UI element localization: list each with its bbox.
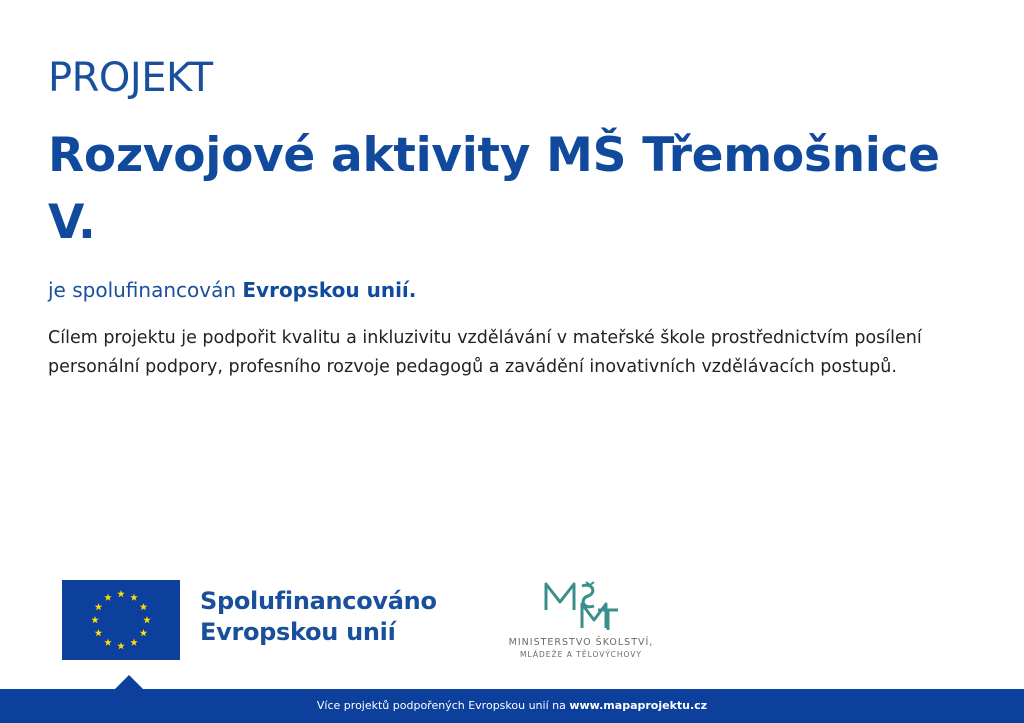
logo-bar <box>62 580 702 662</box>
project-title: Rozvojové aktivity MŠ Třemošnice V. <box>48 128 940 250</box>
funding-statement <box>48 276 998 304</box>
msmt-logo-icon <box>542 580 622 636</box>
eu-star <box>95 603 103 610</box>
eu-flag-icon <box>62 580 180 660</box>
eu-star <box>130 639 138 646</box>
project-label: PROJEKT <box>48 55 213 101</box>
msmt-name-line2: MLÁDEŽE A TĚLOVÝCHOVY <box>520 650 642 659</box>
eu-label-line2: Evropskou unií <box>200 618 396 646</box>
main-content <box>48 52 998 382</box>
eu-star <box>91 616 99 623</box>
footer-link[interactable]: www.mapaprojektu.cz <box>569 699 708 712</box>
msmt-mark-text: MŠMT <box>542 580 545 581</box>
footer-text: Více projektů podpořených Evropskou unií na <box>316 699 570 712</box>
eu-star <box>117 590 125 597</box>
eu-star <box>117 642 125 649</box>
eu-star <box>104 593 112 600</box>
eu-star <box>130 593 138 600</box>
funding-prefix: je spolufinancován <box>48 278 243 302</box>
eu-cofinanced-label <box>200 586 437 648</box>
msmt-name-line1: MINISTERSTVO ŠKOLSTVÍ, <box>508 637 654 648</box>
eu-star <box>104 639 112 646</box>
eu-star <box>140 603 148 610</box>
eu-label-line1: Spolufinancováno <box>200 587 437 615</box>
eu-star <box>140 629 148 636</box>
footer-bar <box>0 689 1024 723</box>
project-description: Cílem projektu je podpořit kvalitu a inkluzivitu vzdělávání v mateřské škole prostřednictvím posílení personální podpory, profesního rozvoje pedagogů a zavádění inovativních vzdělávacích postupů. <box>48 328 922 377</box>
funding-bold: Evropskou unií. <box>242 278 417 302</box>
footer-notch <box>114 675 144 690</box>
eu-star <box>143 616 151 623</box>
msmt-logo <box>496 580 666 662</box>
eu-star <box>95 629 103 636</box>
